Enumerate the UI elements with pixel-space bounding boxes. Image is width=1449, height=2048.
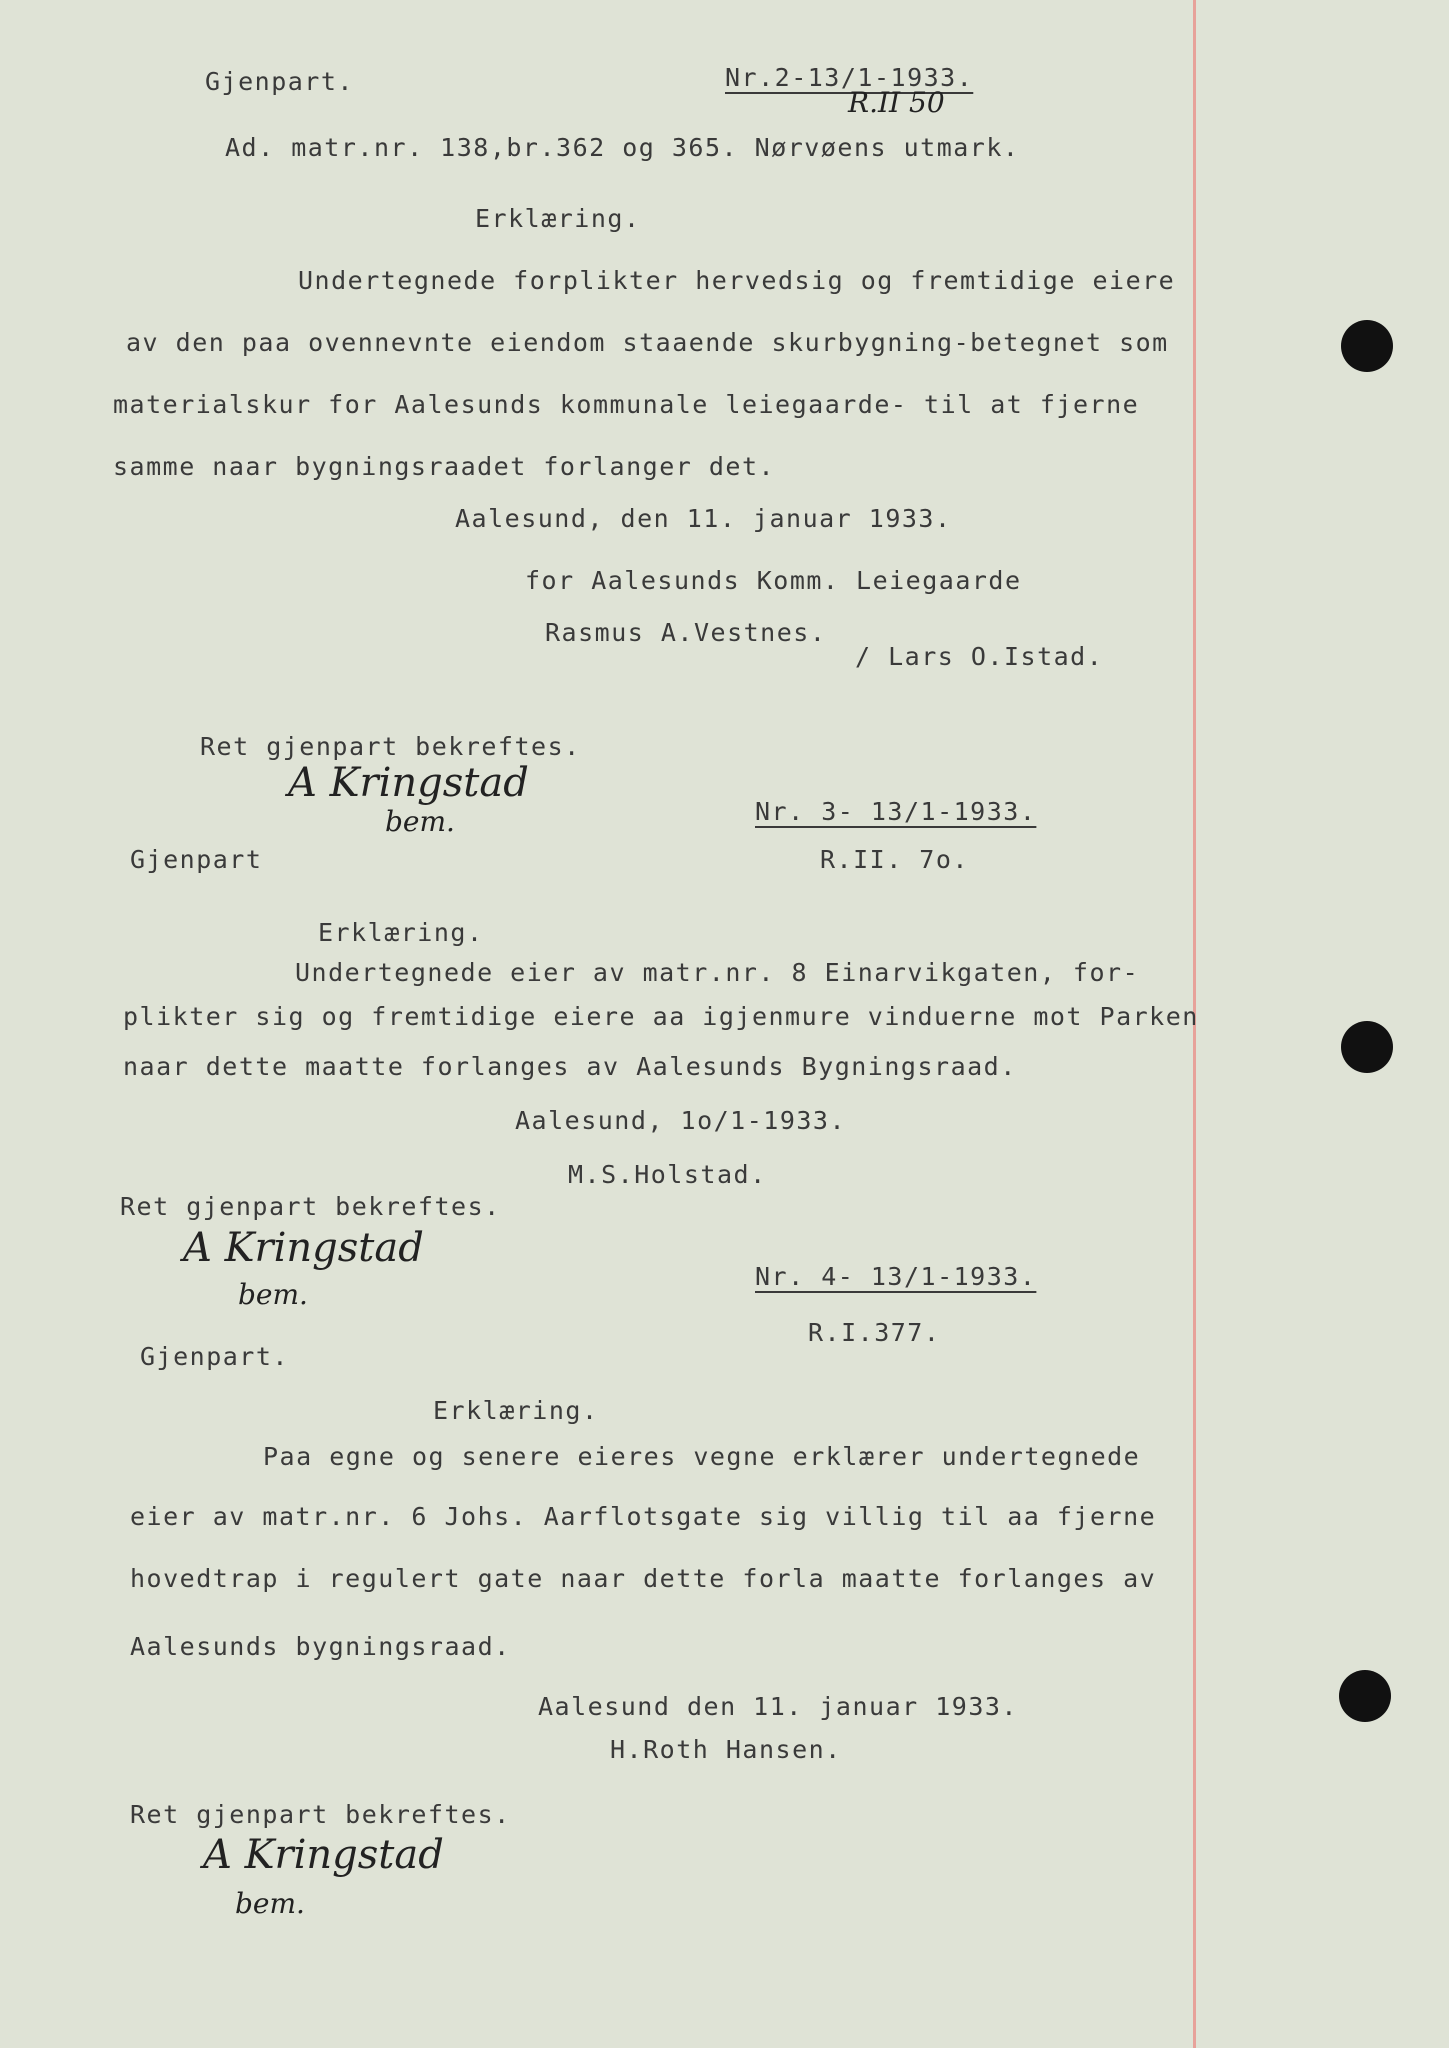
body-line: materialskur for Aalesunds kommunale leiegaarde- til at fjerne xyxy=(113,390,1140,419)
copy-label: Gjenpart xyxy=(130,845,263,874)
handwritten-signature: A Kringstad xyxy=(288,760,529,806)
body-line: eier av matr.nr. 6 Johs. Aarflotsgate sig villig til aa fjerne xyxy=(130,1502,1157,1531)
copy-label: Gjenpart. xyxy=(205,67,354,96)
signatory-name: / Lars O.Istad. xyxy=(855,642,1104,671)
punch-hole xyxy=(1339,1670,1391,1722)
confirmation-text: Ret gjenpart bekreftes. xyxy=(120,1192,501,1221)
body-line: Aalesunds bygningsraad. xyxy=(130,1632,511,1661)
signatory-name: M.S.Holstad. xyxy=(568,1160,767,1189)
body-line: plikter sig og fremtidige eiere aa igjenmure vinduerne mot Parken xyxy=(123,1002,1199,1031)
handwritten-note: bem. xyxy=(385,805,455,838)
handwritten-note: bem. xyxy=(238,1278,308,1311)
declaration-heading: Erklæring. xyxy=(318,918,484,947)
register-reference: R.II 50 xyxy=(848,86,945,119)
entry-number: Nr. 3- 13/1-1933. xyxy=(755,797,1037,826)
handwritten-signature: A Kringstad xyxy=(183,1225,424,1271)
body-line: av den paa ovennevnte eiendom staaende skurbygning-betegnet som xyxy=(126,328,1169,357)
signatory-name: Rasmus A.Vestnes. xyxy=(545,618,827,647)
body-line: samme naar bygningsraadet forlanger det. xyxy=(113,452,776,481)
entry-number: Nr.2-13/1-1933. xyxy=(725,63,974,92)
declaration-heading: Erklæring. xyxy=(433,1396,599,1425)
place-date: Aalesund, den 11. januar 1933. xyxy=(455,504,952,533)
property-line: Ad. matr.nr. 138,br.362 og 365. Nørvøens utmark. xyxy=(225,133,1020,162)
confirmation-text: Ret gjenpart bekreftes. xyxy=(200,732,581,761)
handwritten-signature: A Kringstad xyxy=(203,1832,444,1878)
register-reference: R.II. 7o. xyxy=(820,845,969,874)
signatory-org: for Aalesunds Komm. Leiegaarde xyxy=(525,566,1022,595)
body-line: Undertegnede forplikter hervedsig og fremtidige eiere xyxy=(298,266,1176,295)
register-reference: R.I.377. xyxy=(808,1318,941,1347)
signatory-name: H.Roth Hansen. xyxy=(610,1735,842,1764)
copy-label: Gjenpart. xyxy=(140,1342,289,1371)
entry-number: Nr. 4- 13/1-1933. xyxy=(755,1262,1037,1291)
place-date: Aalesund den 11. januar 1933. xyxy=(538,1692,1018,1721)
punch-hole xyxy=(1341,320,1393,372)
place-date: Aalesund, 1o/1-1933. xyxy=(515,1106,847,1135)
confirmation-text: Ret gjenpart bekreftes. xyxy=(130,1800,511,1829)
body-line: hovedtrap i regulert gate naar dette forla maatte forlanges av xyxy=(130,1564,1157,1593)
body-line: naar dette maatte forlanges av Aalesunds Bygningsraad. xyxy=(123,1052,1017,1081)
body-line: Undertegnede eier av matr.nr. 8 Einarvikgaten, for- xyxy=(295,958,1140,987)
punch-hole xyxy=(1341,1021,1393,1073)
handwritten-note: bem. xyxy=(235,1887,305,1920)
declaration-heading: Erklæring. xyxy=(475,204,641,233)
body-line: Paa egne og senere eieres vegne erklærer undertegnede xyxy=(263,1442,1141,1471)
